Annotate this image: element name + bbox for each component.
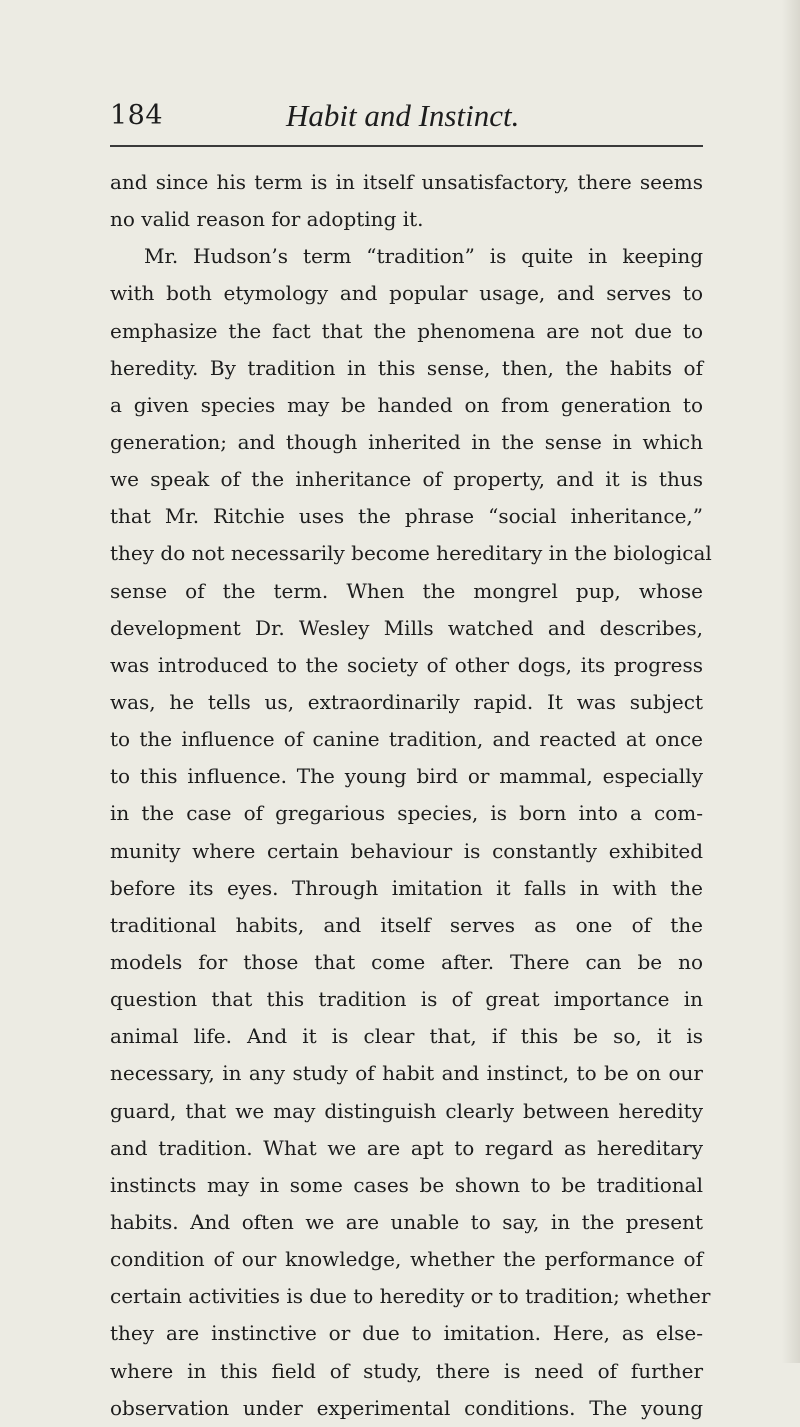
text-line: with both etymology and popular usage, and serves to (110, 281, 703, 306)
text-line: no valid reason for adopting it. (110, 207, 424, 232)
text-line: guard, that we may distinguish clearly between heredity (110, 1098, 703, 1123)
text-line: generation; and though inherited in the sense in which (110, 429, 703, 454)
text-line: question that this tradition is of great importance in (110, 987, 703, 1012)
text-line: sense of the term. When the mongrel pup, whose (110, 578, 703, 603)
text-line: to the influence of canine tradition, and reacted at once (110, 727, 703, 752)
text-line: munity where certain behaviour is constantly exhibited (110, 838, 703, 863)
text-line: a given species may be handed on from generation to (110, 392, 703, 417)
text-line: certain activities is due to heredity or to tradition; whether (110, 1284, 711, 1309)
text-line: emphasize the fact that the phenomena are not due to (110, 318, 703, 343)
text-line: was introduced to the society of other dogs, its progress (110, 652, 703, 677)
text-line: to this influence. The young bird or mammal, especially (110, 764, 703, 789)
text-line: they do not necessarily become hereditary in the biological (110, 541, 712, 566)
page-number: 184 (110, 100, 164, 131)
text-line: observation under experimental conditions. The young (110, 1395, 703, 1420)
text-line: before its eyes. Through imitation it falls in with the (110, 875, 703, 900)
text-line: models for those that come after. There can be no (110, 949, 703, 974)
page-edge-shadow (782, 0, 800, 1363)
text-line: and tradition. What we are apt to regard as hereditary (110, 1135, 703, 1160)
body-text (110, 164, 712, 1427)
text-line: where in this field of study, there is need of further (110, 1358, 703, 1383)
text-line: in the case of gregarious species, is born into a com- (110, 801, 703, 826)
text-line: that Mr. Ritchie uses the phrase “social inheritance,” (110, 504, 703, 529)
text-line: was, he tells us, extraordinarily rapid. It was subject (110, 689, 703, 714)
text-line: habits. And often we are unable to say, in the present (110, 1209, 703, 1234)
header-rule (110, 145, 703, 147)
running-head (0, 82, 800, 132)
text-line: traditional habits, and itself serves as one of the (110, 912, 703, 937)
text-line: and since his term is in itself unsatisfactory, there seems (110, 170, 703, 194)
text-line: condition of our knowledge, whether the performance of (110, 1247, 703, 1272)
text-line: instincts may in some cases be shown to be traditional (110, 1172, 703, 1197)
text-line: heredity. By tradition in this sense, then, the habits of (110, 355, 703, 380)
text-line: necessary, in any study of habit and instinct, to be on our (110, 1061, 703, 1086)
text-line: they are instinctive or due to imitation. Here, as else- (110, 1321, 703, 1346)
text-line: Mr. Hudson’s term “tradition” is quite in keeping (144, 244, 703, 269)
text-line: animal life. And it is clear that, if this be so, it is (110, 1024, 703, 1049)
running-title: Habit and Instinct. (286, 98, 520, 133)
text-line: development Dr. Wesley Mills watched and describes, (110, 615, 703, 640)
text-line: we speak of the inheritance of property, and it is thus (110, 467, 703, 492)
